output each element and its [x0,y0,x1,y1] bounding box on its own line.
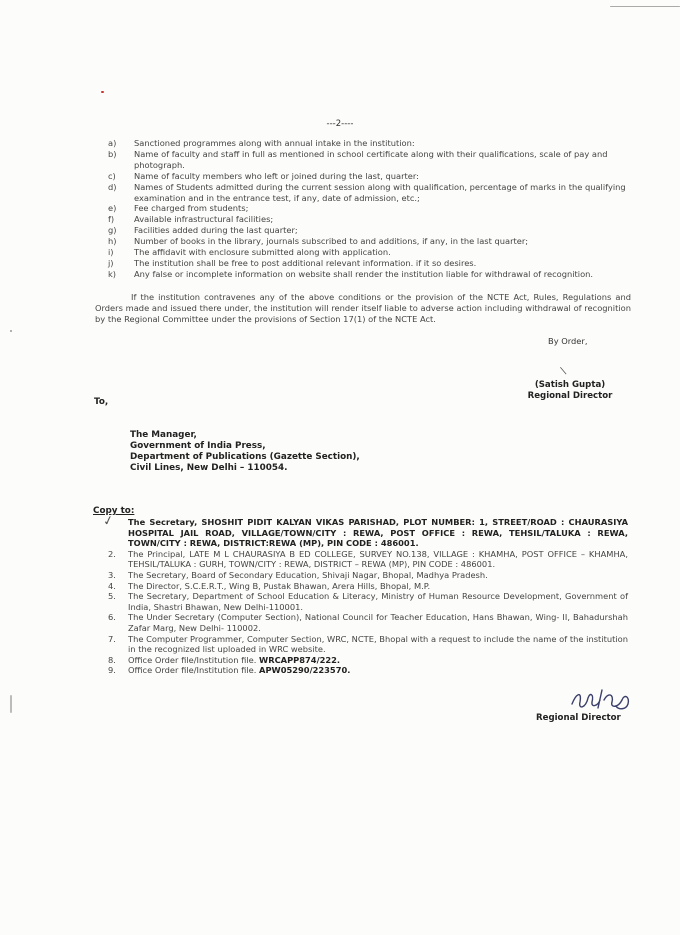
list-item-text: Name of faculty members who left or joined during the last, quarter: [134,170,419,181]
list-item [108,269,633,280]
list-item-text: Available infrastructural facilities; [134,214,274,225]
list-item [108,225,633,236]
list-item [108,634,628,655]
list-marker: e) [108,203,117,214]
list-item [108,665,628,676]
list-item [108,149,633,171]
list-item-text: The Secretary, Department of School Education & Literacy, Ministry of Human Resource Development, Government of India, Shastri Bhawan, New Delhi-110001. [128,591,628,612]
signatory-designation: Regional Director [527,391,613,401]
list-item-text: Fee charged from students; [134,203,249,214]
list-number: 6. [108,612,116,623]
list-marker: a) [108,138,117,148]
list-marker: g) [108,225,117,236]
list-marker: f) [108,214,115,225]
list-number: 5. [108,591,116,602]
copy-to-list [108,517,628,676]
address-line: The Manager, [130,430,197,440]
signatory-name: (Satish Gupta) [534,380,606,390]
list-item [108,247,633,258]
copy-to-label: Copy to: [93,506,135,516]
footer-signatory: Regional Director [536,713,621,723]
file-reference: WRCAPP874/222. [259,654,341,665]
list-item [108,214,633,225]
signatory-block [520,380,620,402]
list-item [108,655,628,666]
list-item [108,591,628,612]
list-marker: j) [108,257,114,268]
list-item-text: The institution shall be free to post additional relevant information. if it so desires. [134,257,477,268]
list-item-text: Name of faculty and staff in full as mentioned in school certificate along with their qualifications, scale of pay and photograph. [134,148,608,170]
paragraph-text: If the institution contravenes any of the above conditions or the provision of the NCTE Act, Rules, Regulations and Orders made and issued there under, the institution will render itself liable to adverse action including withdrawal of recognition by the Regional Committee under the provisions of Section 17(1) of the NCTE Act. [95,292,631,324]
conditions-list [108,138,633,280]
list-item [108,517,628,549]
list-item-text: Sanctioned programmes along with annual intake in the institution: [134,138,415,148]
scan-edge-line [610,6,680,7]
by-order-label: By Order, [548,336,588,346]
list-item-text: Office Order file/Institution file. [128,665,257,676]
list-item [108,570,628,581]
address-line: Department of Publications (Gazette Section), [130,452,360,463]
list-item-text: The Secretary, SHOSHIT PIDIT KALYAN VIKAS PARISHAD, PLOT NUMBER: 1, STREET/ROAD : CHAURASIYA HOSPITAL JAIL ROAD, VILLAGE/TOWN/CITY : REWA, POST OFFICE : REWA, TEHSIL/TALUKA : REWA, TOWN/CITY : REWA, DISTRICT:REWA (MP), PIN CODE : 486001. [128,517,628,549]
signature-mark: | [559,366,568,376]
list-number: 8. [108,654,116,665]
list-item [108,581,628,592]
list-marker: h) [108,236,117,247]
list-item-text: Any false or incomplete information on website shall render the institution liable for withdrawal of recognition. [134,268,594,279]
page-number: ---2---- [326,119,354,129]
list-item [108,549,628,570]
list-marker: d) [108,181,117,192]
list-item-text: Office Order file/Institution file. [128,654,257,665]
list-item [108,236,633,247]
list-item-text: The Director, S.C.E.R.T., Wing B, Pustak Bhawan, Arera Hills, Bhopal, M.P. [128,580,431,591]
list-item-text: The Secretary, Board of Secondary Education, Shivaji Nagar, Bhopal, Madhya Pradesh. [128,569,488,580]
list-marker: i) [108,247,114,258]
to-label: To, [94,397,109,407]
list-marker: c) [108,170,116,181]
list-number: 2. [108,548,116,559]
handwritten-signature [568,686,638,714]
address-line: Government of India Press, [130,441,266,452]
list-item [108,138,633,149]
list-item-text: The Under Secretary (Computer Section), National Council for Teacher Education, Hans Bhawan, Wing- II, Bahadurshah Zafar Marg, New Delhi- 110002. [128,612,628,633]
scan-speck [101,91,104,93]
tick-mark-icon: ✓ [101,513,116,530]
address-line: Civil Lines, New Delhi – 110054. [130,463,288,474]
list-item-text: Number of books in the library, journals subscribed to and additions, if any, in the last quarter; [134,236,529,247]
list-marker: k) [108,268,117,279]
list-number: 3. [108,569,116,580]
recipient-address [130,430,360,474]
list-number: 9. [108,665,116,676]
list-number: 4. [108,580,116,591]
list-item [108,203,633,214]
list-item [108,258,633,269]
list-item-text: The affidavit with enclosure submitted along with application. [134,247,391,258]
scan-speck [10,330,12,332]
list-item-text: The Computer Programmer, Computer Section, WRC, NCTE, Bhopal with a request to include the name of the institution in the recognized list uploaded in WRC website. [128,633,628,655]
list-item-text: Facilities added during the last quarter; [134,225,298,236]
scan-speck [10,695,12,713]
file-reference: APW05290/223570. [259,665,351,676]
list-item [108,171,633,182]
list-number: 7. [108,633,116,644]
list-item [108,612,628,633]
list-item-text: The Principal, LATE M L CHAURASIYA B ED COLLEGE, SURVEY NO.138, VILLAGE : KHAMHA, POST OFFICE – KHAMHA, TEHSIL/TALUKA : GURH, TOWN/CITY : REWA, DISTRICT – REWA (MP), PIN CODE : 486001. [128,548,628,570]
list-item-text: Names of Students admitted during the current session along with qualification, percentage of marks in the qualifying examination and in the entrance test, if any, date of admission, etc.; [134,181,626,203]
contravention-paragraph [95,292,631,324]
list-item [108,182,633,204]
list-marker: b) [108,148,117,159]
